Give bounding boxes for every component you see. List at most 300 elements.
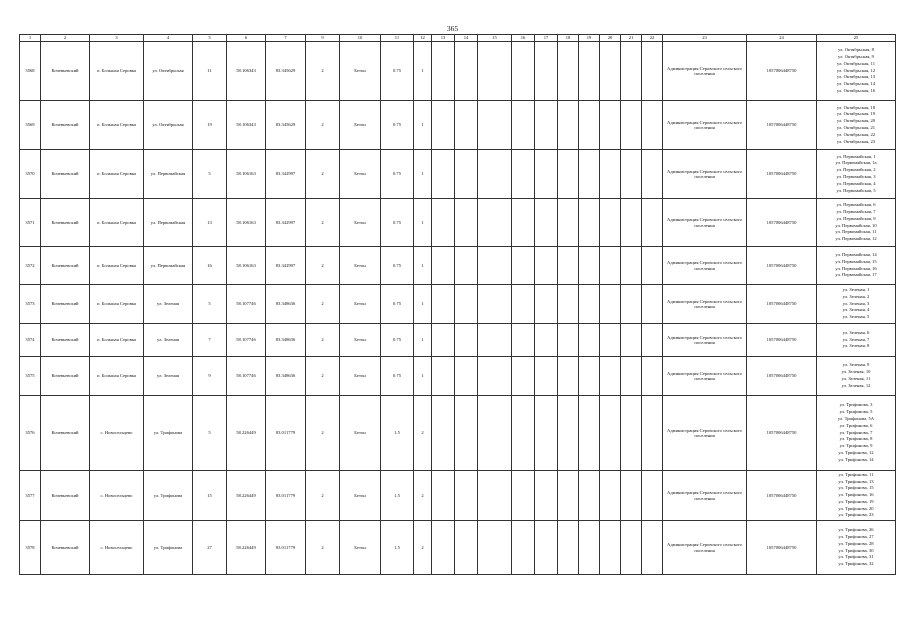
- district-cell: Кочевьевский: [41, 324, 90, 357]
- settlement-cell: п. Большая Серовка: [90, 199, 144, 247]
- record-number: 3577: [20, 471, 41, 521]
- address-line: ул. Зеленая, 6: [842, 329, 870, 335]
- address-line: ул. Трифонова, 15: [838, 485, 874, 491]
- address-line: ул. Первомайская, 2: [836, 167, 876, 173]
- address-line: ул. Зеленая, 10: [841, 369, 871, 375]
- table-row: [20, 247, 896, 285]
- empty-cell: [558, 101, 579, 150]
- empty-cell: [535, 357, 558, 396]
- address-line: ул. Трифонова, 8: [839, 436, 873, 442]
- latitude-cell: 58.107746: [227, 357, 266, 396]
- column-number: 24: [747, 35, 817, 42]
- empty-cell: [642, 285, 663, 324]
- empty-cell: [621, 521, 642, 575]
- volume-cell: 1.5: [381, 521, 414, 575]
- empty-cell: [600, 42, 621, 101]
- column-number: 10: [340, 35, 381, 42]
- quantity-cell: 2: [414, 521, 432, 575]
- house-number-cell: 5: [193, 285, 227, 324]
- container-count-cell: 2: [306, 199, 340, 247]
- address-line: ул. Трифонова, 7: [839, 429, 873, 435]
- address-line: ул. Зеленая, 5: [842, 314, 870, 320]
- quantity-cell: 1: [414, 247, 432, 285]
- address-line: ул. Первомайская, 15: [835, 258, 877, 264]
- empty-cell: [579, 521, 600, 575]
- surface-material-cell: Бетон: [340, 150, 381, 199]
- table-row: [20, 42, 896, 101]
- empty-cell: [432, 150, 455, 199]
- column-number: 16: [512, 35, 535, 42]
- empty-cell: [621, 150, 642, 199]
- ogrn-cell: 1057006448750: [747, 357, 817, 396]
- street-cell: ул. Зеленая: [144, 357, 193, 396]
- served-addresses-cell: [817, 324, 896, 357]
- served-addresses-cell: [817, 42, 896, 101]
- table-row: [20, 357, 896, 396]
- district-cell: Кочевьевский: [41, 42, 90, 101]
- container-count-cell: 2: [306, 357, 340, 396]
- container-count-cell: 2: [306, 396, 340, 471]
- empty-cell: [535, 42, 558, 101]
- empty-cell: [432, 521, 455, 575]
- quantity-cell: 1: [414, 285, 432, 324]
- page-number: 365: [446, 24, 459, 33]
- surface-material-cell: Бетон: [340, 199, 381, 247]
- empty-cell: [558, 357, 579, 396]
- address-line: ул. Трифонова, 11: [838, 471, 874, 477]
- empty-cell: [621, 199, 642, 247]
- latitude-cell: 58.106343: [227, 42, 266, 101]
- empty-cell: [535, 150, 558, 199]
- column-number: 21: [621, 35, 642, 42]
- column-number: 9: [306, 35, 340, 42]
- record-number: 3568: [20, 42, 41, 101]
- empty-cell: [600, 357, 621, 396]
- longitude-cell: 83.348636: [266, 285, 306, 324]
- quantity-cell: 1: [414, 357, 432, 396]
- empty-cell: [535, 285, 558, 324]
- empty-cell: [642, 199, 663, 247]
- address-line: ул. Первомайская, 1а: [835, 160, 877, 166]
- address-line: ул. Октябрьская, 22: [836, 131, 876, 137]
- empty-cell: [512, 471, 535, 521]
- owner-cell: Администрация Серовского сельского поселения: [663, 150, 747, 199]
- address-line: ул. Зеленая, 9: [842, 362, 870, 368]
- empty-cell: [455, 521, 478, 575]
- address-line: ул. Трифонова, 32: [838, 561, 874, 567]
- latitude-cell: 58.106163: [227, 247, 266, 285]
- empty-cell: [535, 247, 558, 285]
- house-number-cell: 5: [193, 150, 227, 199]
- ogrn-cell: 1057006448750: [747, 101, 817, 150]
- empty-cell: [579, 247, 600, 285]
- empty-cell: [512, 101, 535, 150]
- address-line: ул. Трифонова, 6: [839, 422, 873, 428]
- container-count-cell: 2: [306, 285, 340, 324]
- table-row: [20, 324, 896, 357]
- column-number: 7: [266, 35, 306, 42]
- served-addresses-cell: [817, 150, 896, 199]
- empty-cell: [478, 324, 512, 357]
- address-line: ул. Первомайская, 16: [835, 265, 877, 271]
- empty-cell: [642, 357, 663, 396]
- address-line: ул. Трифонова, 27: [838, 533, 874, 539]
- empty-cell: [455, 150, 478, 199]
- settlement-cell: п. Большая Серовка: [90, 247, 144, 285]
- latitude-cell: 58.226449: [227, 471, 266, 521]
- address-line: ул. Октябрьская, 19: [836, 111, 876, 117]
- settlement-cell: с. Новосельцево: [90, 521, 144, 575]
- record-number: 3576: [20, 396, 41, 471]
- quantity-cell: 1: [414, 42, 432, 101]
- record-number: 3574: [20, 324, 41, 357]
- empty-cell: [642, 101, 663, 150]
- registry-table-body: [20, 35, 896, 575]
- record-number: 3571: [20, 199, 41, 247]
- empty-cell: [478, 285, 512, 324]
- address-line: ул. Первомайская, 17: [835, 272, 877, 278]
- served-addresses-cell: [817, 471, 896, 521]
- address-line: ул. Зеленая, 8: [842, 343, 870, 349]
- house-number-cell: 5: [193, 396, 227, 471]
- address-line: ул. Трифонова, 3: [839, 402, 873, 408]
- owner-cell: Администрация Серовского сельского поселения: [663, 521, 747, 575]
- address-line: ул. Зеленая, 11: [841, 376, 871, 381]
- settlement-cell: п. Большая Серовка: [90, 42, 144, 101]
- container-count-cell: 2: [306, 42, 340, 101]
- district-cell: Кочевьевский: [41, 199, 90, 247]
- empty-cell: [455, 471, 478, 521]
- empty-cell: [558, 521, 579, 575]
- empty-cell: [642, 150, 663, 199]
- latitude-cell: 58.106163: [227, 150, 266, 199]
- longitude-cell: 83.348636: [266, 357, 306, 396]
- quantity-cell: 2: [414, 471, 432, 521]
- house-number-cell: 9: [193, 357, 227, 396]
- house-number-cell: 19: [193, 101, 227, 150]
- address-line: ул. Первомайская, 5: [836, 187, 876, 193]
- empty-cell: [535, 199, 558, 247]
- container-count-cell: 2: [306, 101, 340, 150]
- owner-cell: Администрация Серовского сельского поселения: [663, 247, 747, 285]
- address-line: ул. Октябрьская, 14: [836, 81, 876, 87]
- empty-cell: [432, 42, 455, 101]
- address-line: ул. Трифонова, 5А: [837, 416, 875, 421]
- latitude-cell: 58.226449: [227, 396, 266, 471]
- empty-cell: [600, 396, 621, 471]
- table-row: [20, 101, 896, 150]
- column-number: 13: [432, 35, 455, 42]
- empty-cell: [432, 285, 455, 324]
- empty-cell: [455, 285, 478, 324]
- empty-cell: [455, 199, 478, 247]
- owner-cell: Администрация Серовского сельского поселения: [663, 471, 747, 521]
- container-count-cell: 2: [306, 521, 340, 575]
- district-cell: Кочевьевский: [41, 150, 90, 199]
- house-number-cell: 27: [193, 521, 227, 575]
- address-line: ул. Первомайская, 3: [836, 174, 876, 179]
- address-line: ул. Первомайская, 9: [836, 215, 876, 221]
- address-line: ул. Зеленая, 3: [842, 300, 870, 306]
- house-number-cell: 16: [193, 247, 227, 285]
- volume-cell: 1.5: [381, 396, 414, 471]
- ogrn-cell: 1057006448750: [747, 42, 817, 101]
- address-line: ул. Октябрьская, 12: [836, 67, 876, 73]
- empty-cell: [558, 285, 579, 324]
- longitude-cell: 83.011779: [266, 521, 306, 575]
- served-addresses-cell: [817, 357, 896, 396]
- empty-cell: [621, 247, 642, 285]
- empty-cell: [512, 521, 535, 575]
- empty-cell: [621, 357, 642, 396]
- empty-cell: [642, 521, 663, 575]
- column-number: 1: [20, 35, 41, 42]
- empty-cell: [478, 101, 512, 150]
- address-line: ул. Первомайская, 14: [835, 251, 877, 257]
- district-cell: Кочевьевский: [41, 396, 90, 471]
- empty-cell: [535, 324, 558, 357]
- street-cell: ул. Первомайская: [144, 199, 193, 247]
- record-number: 3578: [20, 521, 41, 575]
- empty-cell: [621, 101, 642, 150]
- address-line: ул. Октябрьская, 9: [838, 54, 874, 59]
- settlement-cell: с. Новосельцево: [90, 471, 144, 521]
- empty-cell: [478, 150, 512, 199]
- surface-material-cell: Бетон: [340, 471, 381, 521]
- served-addresses-cell: [817, 396, 896, 471]
- settlement-cell: п. Большая Серовка: [90, 285, 144, 324]
- district-cell: Кочевьевский: [41, 357, 90, 396]
- settlement-cell: п. Большая Серовка: [90, 357, 144, 396]
- longitude-cell: 83.011779: [266, 471, 306, 521]
- empty-cell: [600, 324, 621, 357]
- table-row: [20, 150, 896, 199]
- address-line: ул. Трифонова, 23: [838, 512, 874, 518]
- empty-cell: [478, 521, 512, 575]
- column-number: 22: [642, 35, 663, 42]
- address-line: ул. Октябрьская, 13: [836, 74, 876, 80]
- address-line: ул. Трифонова, 26: [838, 527, 874, 533]
- served-addresses-cell: [817, 199, 896, 247]
- settlement-cell: п. Большая Серовка: [90, 101, 144, 150]
- address-line: ул. Первомайская, 10: [835, 222, 877, 228]
- empty-cell: [535, 396, 558, 471]
- address-line: ул. Трифонова, 19: [838, 498, 874, 504]
- street-cell: ул. Первомайская: [144, 150, 193, 199]
- address-line: ул. Трифонова, 28: [838, 540, 874, 546]
- volume-cell: 1.5: [381, 471, 414, 521]
- empty-cell: [432, 471, 455, 521]
- empty-cell: [432, 247, 455, 285]
- street-cell: ул. Зеленая: [144, 285, 193, 324]
- owner-cell: Администрация Серовского сельского поселения: [663, 285, 747, 324]
- empty-cell: [579, 199, 600, 247]
- settlement-cell: п. Большая Серовка: [90, 324, 144, 357]
- empty-cell: [478, 247, 512, 285]
- address-line: ул. Трифонова, 30: [838, 547, 874, 553]
- empty-cell: [600, 521, 621, 575]
- empty-cell: [600, 285, 621, 324]
- owner-cell: Администрация Серовского сельского поселения: [663, 324, 747, 357]
- address-line: ул. Октябрьская, 18: [836, 104, 876, 110]
- longitude-cell: 83.342997: [266, 150, 306, 199]
- ogrn-cell: 1057006448750: [747, 471, 817, 521]
- street-cell: ул. Трифонова: [144, 471, 193, 521]
- empty-cell: [478, 396, 512, 471]
- empty-cell: [455, 101, 478, 150]
- empty-cell: [478, 357, 512, 396]
- empty-cell: [512, 357, 535, 396]
- empty-cell: [455, 324, 478, 357]
- record-number: 3575: [20, 357, 41, 396]
- table-row: [20, 396, 896, 471]
- owner-cell: Администрация Серовского сельского поселения: [663, 396, 747, 471]
- column-number: 4: [144, 35, 193, 42]
- empty-cell: [432, 396, 455, 471]
- owner-cell: Администрация Серовского сельского поселения: [663, 101, 747, 150]
- empty-cell: [642, 247, 663, 285]
- longitude-cell: 83.345629: [266, 42, 306, 101]
- address-line: ул. Зеленая, 1: [842, 287, 870, 292]
- column-number: 23: [663, 35, 747, 42]
- district-cell: Кочевьевский: [41, 471, 90, 521]
- empty-cell: [455, 396, 478, 471]
- empty-cell: [558, 199, 579, 247]
- street-cell: ул. Трифонова: [144, 396, 193, 471]
- address-line: ул. Октябрьская, 16: [836, 87, 876, 93]
- empty-cell: [558, 42, 579, 101]
- container-count-cell: 2: [306, 324, 340, 357]
- volume-cell: 0.75: [381, 150, 414, 199]
- column-number: 12: [414, 35, 432, 42]
- surface-material-cell: Бетон: [340, 42, 381, 101]
- container-count-cell: 2: [306, 471, 340, 521]
- address-line: ул. Первомайская, 12: [835, 236, 877, 242]
- longitude-cell: 83.342997: [266, 247, 306, 285]
- address-line: ул. Первомайская, 4: [836, 180, 876, 186]
- address-line: ул. Трифонова, 31: [838, 554, 874, 560]
- latitude-cell: 58.106163: [227, 199, 266, 247]
- column-number: 11: [381, 35, 414, 42]
- volume-cell: 0.75: [381, 42, 414, 101]
- column-number: 5: [193, 35, 227, 42]
- latitude-cell: 58.107746: [227, 285, 266, 324]
- column-number: 6: [227, 35, 266, 42]
- address-line: ул. Зеленая, 7: [842, 336, 870, 342]
- longitude-cell: 83.011779: [266, 396, 306, 471]
- column-number: 14: [455, 35, 478, 42]
- address-line: ул. Трифонова, 16: [838, 492, 874, 498]
- column-number: 17: [535, 35, 558, 42]
- volume-cell: 0.75: [381, 101, 414, 150]
- ogrn-cell: 1057006448750: [747, 396, 817, 471]
- address-line: ул. Зеленая, 4: [842, 307, 870, 313]
- ogrn-cell: 1057006448750: [747, 521, 817, 575]
- served-addresses-cell: [817, 285, 896, 324]
- registry-table: [19, 34, 896, 575]
- address-line: ул. Первомайская, 6: [836, 202, 876, 208]
- empty-cell: [579, 150, 600, 199]
- address-line: ул. Октябрьская, 20: [836, 118, 876, 124]
- empty-cell: [579, 101, 600, 150]
- volume-cell: 0.75: [381, 357, 414, 396]
- empty-cell: [535, 471, 558, 521]
- table-row: [20, 521, 896, 575]
- house-number-cell: 15: [193, 471, 227, 521]
- street-cell: ул. Трифонова: [144, 521, 193, 575]
- settlement-cell: п. Большая Серовка: [90, 150, 144, 199]
- address-line: ул. Октябрьская, 21: [836, 125, 876, 130]
- column-number: 20: [600, 35, 621, 42]
- district-cell: Кочевьевский: [41, 247, 90, 285]
- empty-cell: [579, 324, 600, 357]
- ogrn-cell: 1057006448750: [747, 247, 817, 285]
- street-cell: ул. Октябрьская: [144, 42, 193, 101]
- surface-material-cell: Бетон: [340, 521, 381, 575]
- empty-cell: [621, 324, 642, 357]
- volume-cell: 0.75: [381, 324, 414, 357]
- empty-cell: [478, 42, 512, 101]
- empty-cell: [621, 42, 642, 101]
- empty-cell: [478, 199, 512, 247]
- empty-cell: [642, 471, 663, 521]
- surface-material-cell: Бетон: [340, 285, 381, 324]
- quantity-cell: 2: [414, 396, 432, 471]
- empty-cell: [432, 357, 455, 396]
- empty-cell: [579, 357, 600, 396]
- ogrn-cell: 1057006448750: [747, 199, 817, 247]
- record-number: 3573: [20, 285, 41, 324]
- latitude-cell: 58.226449: [227, 521, 266, 575]
- address-line: ул. Трифонова, 20: [838, 505, 874, 511]
- owner-cell: Администрация Серовского сельского поселения: [663, 357, 747, 396]
- longitude-cell: 83.348636: [266, 324, 306, 357]
- empty-cell: [558, 471, 579, 521]
- empty-cell: [600, 150, 621, 199]
- empty-cell: [642, 396, 663, 471]
- empty-cell: [642, 324, 663, 357]
- house-number-cell: 13: [193, 199, 227, 247]
- empty-cell: [600, 101, 621, 150]
- address-line: ул. Первомайская, 7: [836, 208, 876, 214]
- empty-cell: [558, 247, 579, 285]
- street-cell: ул. Зеленая: [144, 324, 193, 357]
- empty-cell: [432, 324, 455, 357]
- record-number: 3569: [20, 101, 41, 150]
- empty-cell: [455, 247, 478, 285]
- address-line: ул. Октябрьская, 23: [836, 138, 876, 144]
- empty-cell: [558, 150, 579, 199]
- address-line: ул. Трифонова, 14: [838, 456, 874, 462]
- empty-cell: [512, 324, 535, 357]
- address-line: ул. Трифонова, 9: [839, 443, 873, 449]
- table-row: [20, 471, 896, 521]
- ogrn-cell: 1057006448750: [747, 324, 817, 357]
- quantity-cell: 1: [414, 199, 432, 247]
- longitude-cell: 83.345629: [266, 101, 306, 150]
- address-line: ул. Октябрьская, 8: [838, 47, 874, 53]
- empty-cell: [478, 471, 512, 521]
- served-addresses-cell: [817, 247, 896, 285]
- district-cell: Кочевьевский: [41, 521, 90, 575]
- district-cell: Кочевьевский: [41, 285, 90, 324]
- empty-cell: [512, 285, 535, 324]
- volume-cell: 0.75: [381, 247, 414, 285]
- empty-cell: [512, 247, 535, 285]
- address-line: ул. Зеленая, 2: [842, 293, 870, 299]
- quantity-cell: 1: [414, 150, 432, 199]
- address-line: ул. Октябрьская, 11: [836, 60, 876, 66]
